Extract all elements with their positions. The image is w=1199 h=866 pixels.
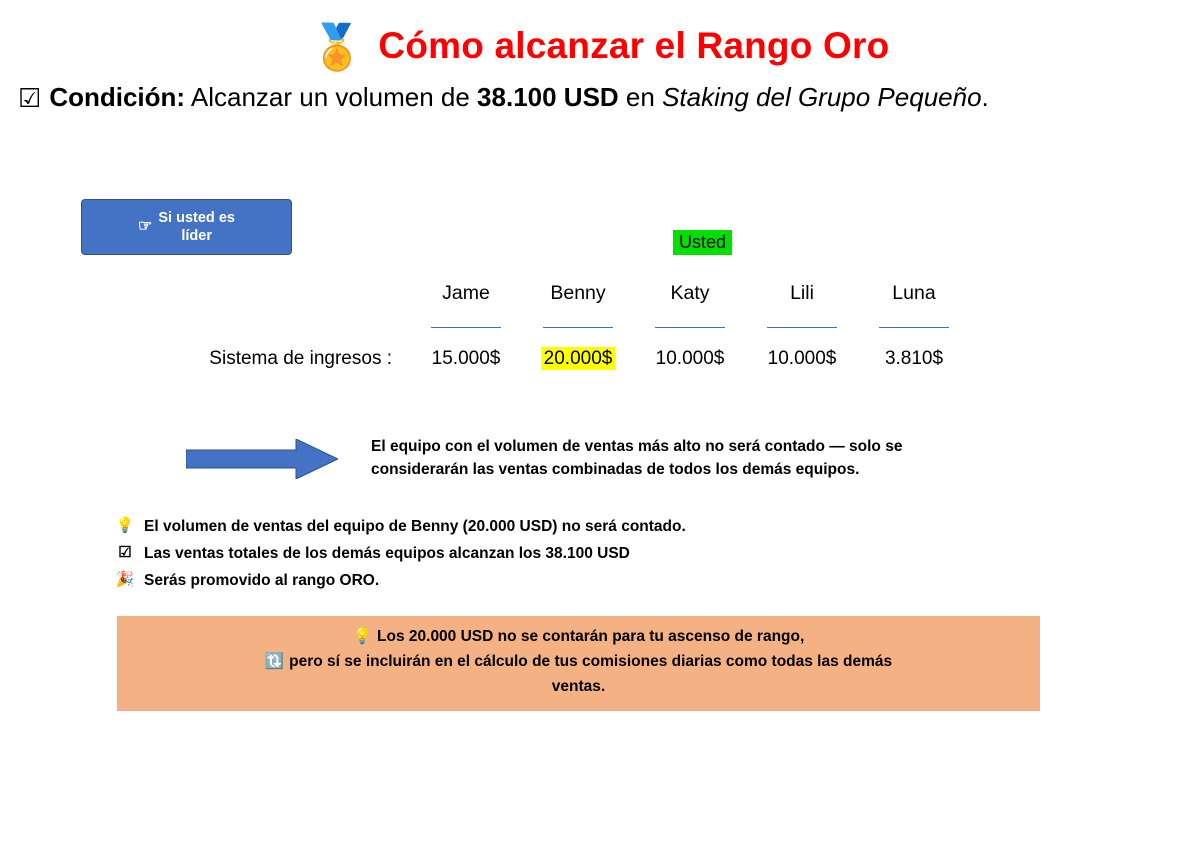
value-lili: 10.000$	[767, 348, 837, 369]
callout-line2	[131, 650, 1026, 675]
condition-label: Condición:	[49, 82, 186, 112]
list-item	[115, 568, 1095, 593]
rule-luna	[858, 327, 970, 328]
column-header-jame: Jame	[442, 282, 490, 304]
arrow-note-line2: considerarán las ventas combinadas de todos los demás equipos.	[371, 461, 860, 479]
rule-jame	[410, 327, 522, 328]
team-sales-table	[150, 282, 1150, 370]
you-tag: Usted	[673, 230, 732, 255]
callout-line3: ventas.	[551, 677, 606, 695]
condition-italic: Staking del Grupo Pequeño	[662, 82, 982, 112]
medal-icon: 🏅	[309, 23, 365, 72]
page-title	[0, 23, 1199, 72]
check-box-icon: ☑	[118, 544, 132, 562]
list-item	[115, 541, 1095, 566]
right-arrow-icon	[186, 439, 338, 479]
callout-line1-text: Los 20.000 USD no se contarán para tu ascenso de rango,	[377, 628, 805, 645]
callout-line2-text: pero sí se incluirán en el cálculo de tus comisiones diarias como todas las demás	[289, 652, 893, 670]
lightbulb-icon: 💡	[352, 628, 373, 645]
condition-line	[18, 80, 1168, 115]
value-benny	[522, 348, 634, 370]
leader-badge-line2: líder	[181, 228, 212, 244]
condition-ending: .	[981, 82, 989, 112]
table-rule-row	[150, 327, 1150, 328]
arrow-note	[371, 435, 1071, 482]
leader-badge[interactable]	[81, 199, 292, 255]
rule-lili	[746, 327, 858, 328]
bullet-list	[115, 514, 1095, 595]
condition-amount: 38.100 USD	[477, 82, 619, 112]
callout-line1	[131, 625, 1026, 650]
condition-text-after: en	[618, 82, 663, 112]
page-title-text: Cómo alcanzar el Rango Oro	[378, 25, 890, 66]
list-item-label: Serás promovido al rango ORO.	[144, 572, 380, 590]
value-luna: 3.810$	[884, 348, 944, 369]
rule-katy	[634, 327, 746, 328]
leader-badge-line1: Si usted es	[158, 209, 235, 226]
refresh-icon: 🔃	[264, 652, 285, 670]
lightbulb-icon: 💡	[115, 517, 135, 534]
check-box-icon: ☑	[18, 83, 42, 113]
leader-badge-lines	[158, 209, 235, 245]
arrow-note-line1: El equipo con el volumen de ventas más alto no será contado — solo se	[371, 438, 903, 455]
list-item	[115, 514, 1095, 539]
value-jame: 15.000$	[431, 348, 501, 369]
column-header-benny: Benny	[550, 282, 606, 304]
condition-text-before: Alcanzar un volumen de	[185, 82, 478, 112]
value-katy: 10.000$	[655, 348, 725, 369]
list-item-label: El volumen de ventas del equipo de Benny (20.000 USD) no será contado.	[144, 518, 686, 535]
list-item-label: Las ventas totales de los demás equipos alcanzan los 38.100 USD	[144, 545, 630, 563]
callout-box	[117, 616, 1040, 711]
rule-benny	[522, 327, 634, 328]
pointing-hand-icon: ☞	[138, 218, 153, 235]
table-row	[150, 348, 1150, 370]
column-header-katy: Katy	[670, 282, 710, 304]
value-benny-highlight: 20.000$	[541, 347, 616, 370]
row-label-income-system: Sistema de ingresos :	[209, 348, 392, 369]
table-header-row	[150, 282, 1150, 305]
column-header-lili: Lili	[790, 282, 814, 304]
confetti-icon: 🎉	[115, 571, 135, 589]
column-header-luna: Luna	[892, 282, 936, 304]
